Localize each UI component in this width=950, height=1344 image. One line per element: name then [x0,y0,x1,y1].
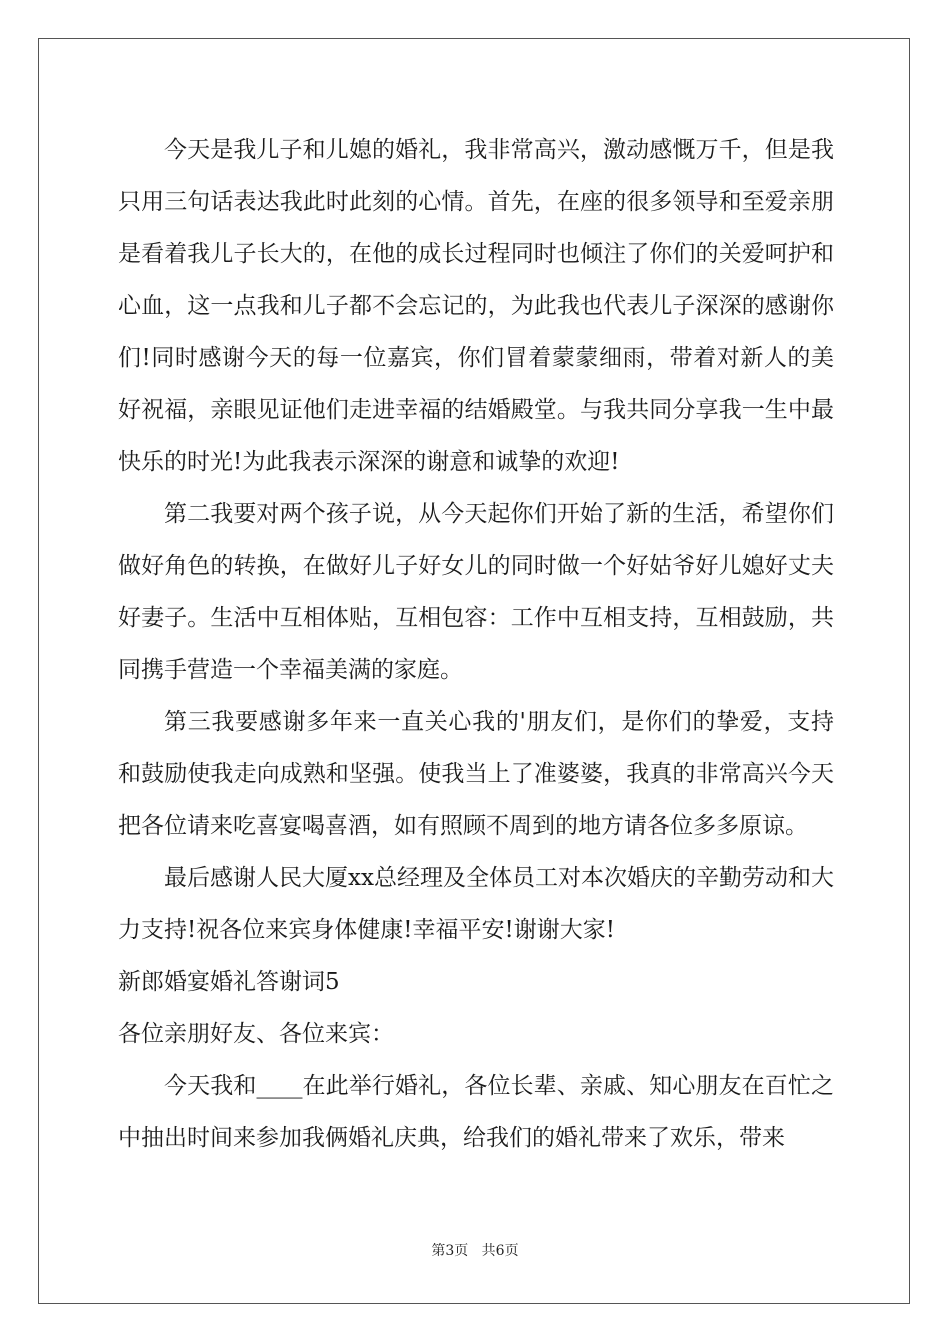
paragraph-mother-thanks: 今天是我儿子和儿媳的婚礼，我非常高兴，激动感慨万千，但是我只用三句话表达我此时此刻的心情。首先，在座的很多领导和至爱亲朋是看着我儿子长大的，在他的成长过程同时也倾注了你们的关爱呵护和心血，这一点我和儿子都不会忘记的，为此我也代表儿子深深的感谢你们!同时感谢今天的每一位嘉宾，你们冒着蒙蒙细雨，带着对新人的美好祝福，亲眼见证他们走进幸福的结婚殿堂。与我共同分享我一生中最快乐的时光!为此我表示深深的谢意和诚挚的欢迎! [118,137,834,475]
section-heading: 新郎婚宴婚礼答谢词5 [118,969,340,995]
page-total: 共6页 [481,1243,519,1259]
salutation: 各位亲朋好友、各位来宾： [118,1021,394,1047]
page-footer [0,1240,950,1260]
paragraph-to-friends: 第三我要感谢多年来一直关心我的'朋友们，是你们的挚爱，支持和鼓励使我走向成熟和坚强。使我当上了准婆婆，我真的非常高兴今天把各位请来吃喜宴喝喜酒，如有照顾不周到的地方请各位多多原谅。 [118,709,834,839]
paragraph-final-thanks: 最后感谢人民大厦xx总经理及全体员工对本次婚庆的辛勤劳动和大力支持!祝各位来宾身体健康!幸福平安!谢谢大家! [118,865,834,943]
paragraph-to-children: 第二我要对两个孩子说，从今天起你们开始了新的生活，希望你们做好角色的转换，在做好儿子好女儿的同时做一个好姑爷好儿媳好丈夫好妻子。生活中互相体贴，互相包容：工作中互相支持，互相鼓励，共同携手营造一个幸福美满的家庭。 [118,501,834,683]
page-number: 第3页 [431,1243,469,1259]
document-body [118,124,834,1164]
paragraph-groom-speech: 今天我和____在此举行婚礼，各位长辈、亲戚、知心朋友在百忙之中抽出时间来参加我俩婚礼庆典，给我们的婚礼带来了欢乐，带来 [118,1073,834,1151]
